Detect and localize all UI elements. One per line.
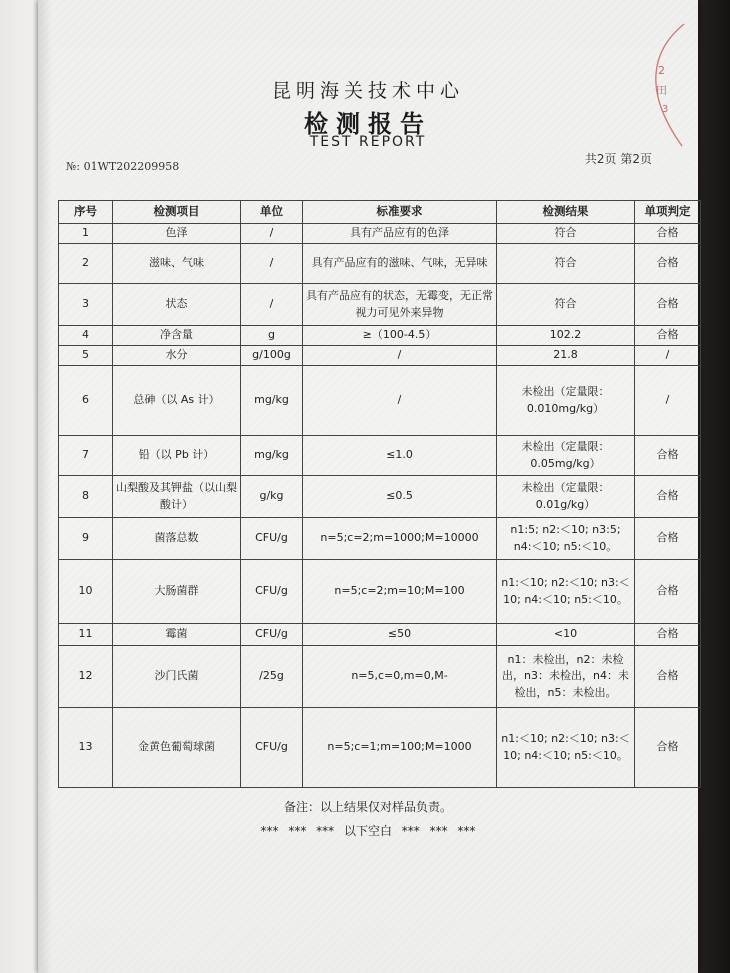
cell-no: 13: [59, 708, 113, 788]
results-table: [58, 200, 701, 788]
cell-no: 9: [59, 518, 113, 560]
cell-no: 7: [59, 436, 113, 476]
cell-unit: CFU/g: [241, 708, 303, 788]
cell-standard: 具有产品应有的色泽: [303, 224, 497, 244]
cell-unit: /: [241, 224, 303, 244]
cell-no: 12: [59, 646, 113, 708]
table-row: [59, 346, 701, 366]
table-row: [59, 476, 701, 518]
cell-verdict: /: [635, 366, 701, 436]
cell-item: 铅（以 Pb 计）: [113, 436, 241, 476]
column-header: 检测项目: [113, 201, 241, 224]
cell-verdict: 合格: [635, 326, 701, 346]
cell-result: 符合: [497, 224, 635, 244]
cell-unit: mg/kg: [241, 436, 303, 476]
cell-result: 102.2: [497, 326, 635, 346]
cell-no: 1: [59, 224, 113, 244]
cell-unit: /: [241, 284, 303, 326]
table-row: [59, 624, 701, 646]
cell-standard: ≤50: [303, 624, 497, 646]
cell-no: 8: [59, 476, 113, 518]
cell-standard: n=5;c=1;m=100;M=1000: [303, 708, 497, 788]
cell-result: 符合: [497, 284, 635, 326]
cell-standard: n=5;c=2;m=10;M=100: [303, 560, 497, 624]
cell-standard: n=5,c=0,m=0,M-: [303, 646, 497, 708]
cell-standard: ≤1.0: [303, 436, 497, 476]
cell-result: n1:＜10; n2:＜10; n3:＜10; n4:＜10; n5:＜10。: [497, 560, 635, 624]
cell-result: n1:5; n2:＜10; n3:5; n4:＜10; n5:＜10。: [497, 518, 635, 560]
report-title-english: TEST REPORT: [309, 134, 427, 150]
cell-no: 10: [59, 560, 113, 624]
cell-no: 6: [59, 366, 113, 436]
cell-unit: g/100g: [241, 346, 303, 366]
column-header: 序号: [59, 201, 113, 224]
cell-verdict: 合格: [635, 284, 701, 326]
cell-item: 霉菌: [113, 624, 241, 646]
cell-result: n1：未检出，n2：未检出，n3：未检出，n4：未检出，n5：未检出。: [497, 646, 635, 708]
cell-verdict: 合格: [635, 646, 701, 708]
cell-unit: g: [241, 326, 303, 346]
table-header-row: [59, 201, 701, 224]
cell-standard: 具有产品应有的状态，无霉变，无正常视力可见外来异物: [303, 284, 497, 326]
column-header: 标准要求: [303, 201, 497, 224]
cell-no: 2: [59, 244, 113, 284]
cell-unit: /25g: [241, 646, 303, 708]
svg-text:2: 2: [658, 64, 665, 77]
cell-item: 净含量: [113, 326, 241, 346]
cell-verdict: /: [635, 346, 701, 366]
cell-verdict: 合格: [635, 624, 701, 646]
cell-standard: n=5;c=2;m=1000;M=10000: [303, 518, 497, 560]
table-row: [59, 224, 701, 244]
table-row: [59, 646, 701, 708]
cell-unit: CFU/g: [241, 560, 303, 624]
cell-item: 大肠菌群: [113, 560, 241, 624]
cell-result: 21.8: [497, 346, 635, 366]
table-row: [59, 560, 701, 624]
cell-unit: /: [241, 244, 303, 284]
cell-no: 5: [59, 346, 113, 366]
cell-verdict: 合格: [635, 244, 701, 284]
cell-verdict: 合格: [635, 518, 701, 560]
cell-item: 总砷（以 As 计）: [113, 366, 241, 436]
cell-verdict: 合格: [635, 476, 701, 518]
cell-item: 沙门氏菌: [113, 646, 241, 708]
cell-item: 菌落总数: [113, 518, 241, 560]
cell-item: 金黄色葡萄球菌: [113, 708, 241, 788]
cell-item: 山梨酸及其钾盐（以山梨酸计）: [113, 476, 241, 518]
report-number: №: 01WT202209958: [66, 160, 180, 173]
cell-standard: /: [303, 346, 497, 366]
table-row: [59, 284, 701, 326]
cell-no: 11: [59, 624, 113, 646]
cell-standard: 具有产品应有的滋味、气味，无异味: [303, 244, 497, 284]
report-title: 检测报告: [304, 110, 432, 138]
cell-result: 未检出（定量限：0.01g/kg）: [497, 476, 635, 518]
table-row: [59, 436, 701, 476]
cell-verdict: 合格: [635, 436, 701, 476]
column-header: 单项判定: [635, 201, 701, 224]
cell-verdict: 合格: [635, 708, 701, 788]
cell-verdict: 合格: [635, 560, 701, 624]
cell-standard: ≤0.5: [303, 476, 497, 518]
table-row: [59, 518, 701, 560]
cell-item: 水分: [113, 346, 241, 366]
svg-text:田: 田: [656, 84, 667, 97]
cell-standard: ≥（100-4.5）: [303, 326, 497, 346]
table-row: [59, 708, 701, 788]
cell-result: <10: [497, 624, 635, 646]
cell-result: 未检出（定量限：0.05mg/kg）: [497, 436, 635, 476]
cell-verdict: 合格: [635, 224, 701, 244]
cell-item: 滋味、气味: [113, 244, 241, 284]
cell-result: 未检出（定量限：0.010mg/kg）: [497, 366, 635, 436]
table-row: [59, 326, 701, 346]
cell-result: 符合: [497, 244, 635, 284]
cell-standard: /: [303, 366, 497, 436]
cell-unit: CFU/g: [241, 518, 303, 560]
table-row: [59, 244, 701, 284]
cell-result: n1:＜10; n2:＜10; n3:＜10; n4:＜10; n5:＜10。: [497, 708, 635, 788]
column-header: 检测结果: [497, 201, 635, 224]
cell-item: 状态: [113, 284, 241, 326]
cell-no: 4: [59, 326, 113, 346]
page-indicator: 共2页 第2页: [584, 152, 652, 166]
cell-item: 色泽: [113, 224, 241, 244]
remark-note: 备注：以上结果仅对样品负责。: [283, 800, 452, 814]
organization-name: 昆明海关技术中心: [271, 80, 464, 102]
report-page: [38, 0, 698, 973]
cell-no: 3: [59, 284, 113, 326]
cell-unit: g/kg: [241, 476, 303, 518]
svg-text:3: 3: [662, 104, 669, 115]
table-row: [59, 366, 701, 436]
column-header: 单位: [241, 201, 303, 224]
cell-unit: CFU/g: [241, 624, 303, 646]
cell-unit: mg/kg: [241, 366, 303, 436]
blank-below-marker: *** *** *** 以下空白 *** *** ***: [260, 824, 476, 838]
